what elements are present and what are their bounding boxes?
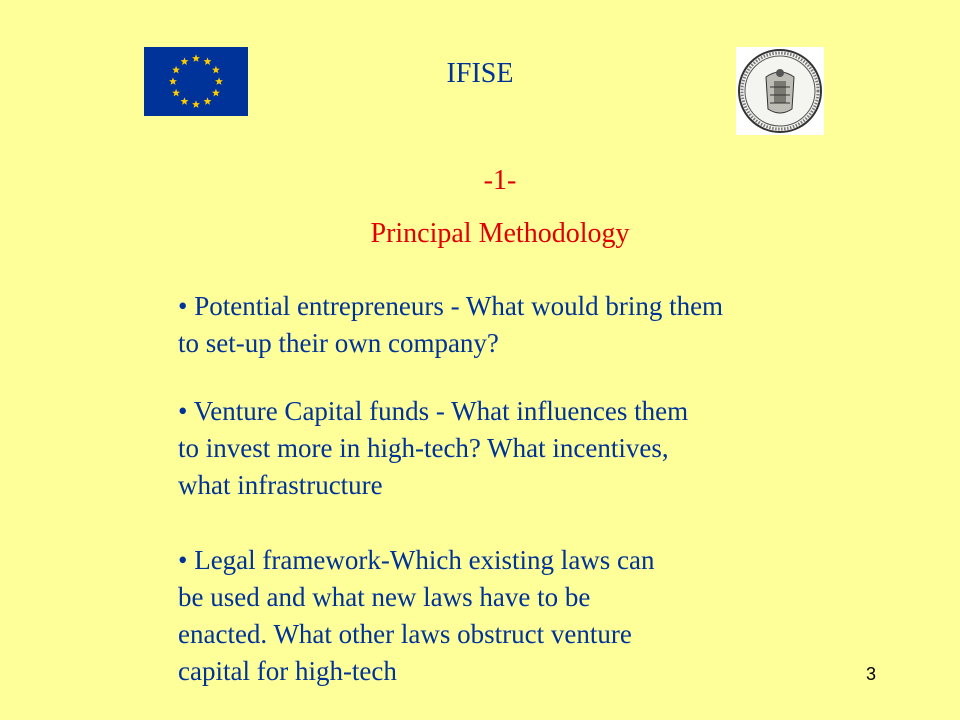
bullet-venture-capital-funds: • Venture Capital funds - What influences them to invest more in high-tech? What incentives, what infrastructure	[178, 396, 689, 500]
bullet-potential-entrepreneurs: • Potential entrepreneurs - What would bring them to set-up their own company?	[178, 291, 724, 358]
header-title: IFISE	[446, 58, 514, 89]
bullet-legal-framework: • Legal framework-Which existing laws can be used and what new laws have to be enacted. What other laws obstruct venture capital for high-tech	[178, 545, 655, 686]
eu-star-icon	[181, 97, 189, 105]
eu-star-icon	[192, 100, 200, 108]
section-title: Principal Methodology	[370, 218, 630, 249]
eu-star-icon	[204, 97, 212, 105]
page-number: 3	[866, 664, 877, 684]
section-number: -1-	[483, 165, 517, 196]
university-seal-icon	[736, 47, 824, 135]
